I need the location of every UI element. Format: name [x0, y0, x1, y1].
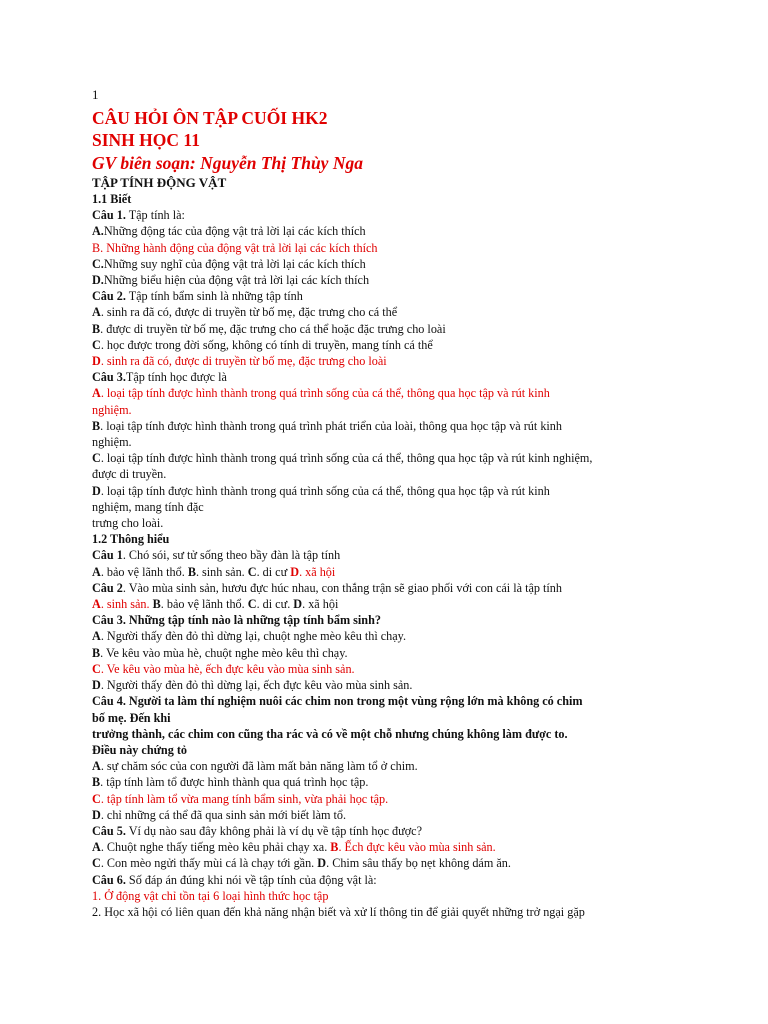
text-segment: 1.1 Biết [92, 192, 132, 206]
text-line [92, 499, 692, 515]
text-segment: D [293, 597, 303, 612]
text-segment: Câu 3. Những tập tính nào là những tập tính bẩm sinh? [92, 613, 381, 628]
text-segment: . loại tập tính được hình thành trong quá trình sống của cá thể, thông qua học tập và rút kinh nghiệm, [100, 451, 593, 466]
text-line [92, 434, 692, 450]
text-segment: . Ve kêu vào mùa hè, ếch đực kêu vào mùa sinh sản. [100, 661, 355, 676]
text-segment: . di cư. [256, 597, 294, 612]
text-line [92, 628, 692, 644]
text-segment: C [92, 661, 101, 676]
text-segment: D [92, 483, 101, 498]
text-line [92, 661, 692, 677]
text-line [92, 418, 692, 434]
text-segment: 1. Ở động vật chỉ tồn tại 6 loại hình thức học tập [92, 888, 329, 903]
text-line [92, 612, 692, 628]
text-segment: trưởng thành, các chim con cũng tha rác và có về một chỗ nhưng chúng không làm được to. [92, 726, 568, 741]
text-segment: Số đáp án đúng khi nói về tập tính của động vật là: [125, 872, 377, 887]
text-segment: . Vào mùa sinh sản, hươu đực húc nhau, con thắng trận sẽ giao phối với con cái là tập tính [122, 580, 562, 595]
text-line [92, 677, 692, 693]
text-segment: A. [92, 224, 104, 239]
text-line [92, 839, 692, 855]
text-segment: Những suy nghĩ của động vật trả lời lại các kích thích [103, 256, 366, 271]
text-segment: . Người thấy đèn đỏ thì dừng lại, ếch đực kêu vào mùa sinh sản. [100, 678, 413, 693]
text-segment: . tập tính làm tổ vừa mang tính bẩm sinh, vừa phải học tập. [100, 791, 389, 806]
text-segment: C [92, 791, 101, 806]
text-line [92, 256, 692, 272]
text-line [92, 823, 692, 839]
subject-title: SINH HỌC 11 [92, 130, 200, 150]
text-segment: B [92, 321, 101, 336]
text-segment: . bảo vệ lãnh thổ. [100, 564, 188, 579]
text-segment: Câu 2 [92, 580, 123, 595]
text-segment: B [92, 645, 101, 660]
text-line [92, 791, 692, 807]
text-segment: trưng cho loài. [92, 516, 164, 531]
text-line [92, 272, 692, 288]
text-line [92, 483, 692, 499]
text-line [92, 304, 692, 320]
text-segment: B [152, 597, 161, 612]
text-line [92, 645, 692, 661]
text-segment: C. [92, 256, 104, 271]
text-segment: B. Những hành động của động vật trả lời lại các kích thích [92, 240, 378, 255]
text-line [92, 369, 692, 385]
text-segment: Câu 5. [92, 823, 126, 838]
text-segment: . di cư [256, 564, 291, 579]
text-line [92, 321, 692, 337]
text-segment: C [247, 597, 257, 612]
text-segment: Câu 1 [92, 548, 123, 563]
text-line [92, 240, 692, 256]
text-segment: . xã hội [302, 597, 339, 612]
text-line [92, 564, 692, 580]
text-segment: A [92, 305, 101, 320]
text-segment: bố mẹ. Đến khi [92, 710, 171, 725]
text-line [92, 888, 692, 904]
text-line [92, 547, 692, 563]
text-line [92, 596, 692, 612]
text-line [92, 223, 692, 239]
text-segment: . sinh sản. [100, 597, 153, 612]
text-segment: B [330, 840, 339, 855]
text-segment: . Ếch đực kêu vào mùa sinh sản. [338, 840, 496, 855]
text-segment: A [92, 564, 101, 579]
text-segment: . loại tập tính được hình thành trong quá trình sống của cá thể, thông qua học tập và rút kinh [100, 483, 550, 498]
text-segment: 2. Học xã hội có liên quan đến khả năng nhận biết và xử lí thông tin để giải quyết những trở ngại gặp [92, 904, 585, 919]
text-line [92, 515, 692, 531]
text-line [92, 693, 692, 709]
text-segment: Câu 3. [92, 370, 126, 385]
document-title: CÂU HỎI ÔN TẬP CUỐI HK2 [92, 108, 328, 128]
text-line [92, 807, 692, 823]
text-segment: D [317, 856, 327, 871]
text-segment: 1.2 Thông hiểu [92, 532, 170, 547]
text-line [92, 402, 692, 418]
text-segment: Những biểu hiện của động vật trả lời lại các kích thích [103, 273, 370, 288]
text-segment: A [92, 597, 101, 612]
text-segment: D [290, 564, 300, 579]
text-segment: Câu 6. [92, 872, 126, 887]
text-segment: Câu 4. Người ta làm thí nghiệm nuôi các chim non trong một vùng rộng lớn mà không có chim [92, 694, 583, 709]
text-line [92, 466, 692, 482]
text-line [92, 774, 692, 790]
text-segment: . tập tính làm tổ được hình thành qua quá trình học tập. [100, 775, 369, 790]
text-line [92, 872, 692, 888]
text-segment: nghiệm, mang tính đặc [92, 499, 204, 514]
text-segment: . được di truyền từ bố mẹ, đặc trưng cho cá thể hoặc đặc trưng cho loài [100, 321, 446, 336]
text-segment: Tập tính là: [125, 208, 185, 223]
text-segment: . Chim sâu thấy bọ nẹt không dám ăn. [326, 856, 511, 871]
text-segment: Những động tác của động vật trả lời lại các kích thích [103, 224, 366, 239]
text-segment: . sinh ra đã có, được di truyền từ bố mẹ, đặc trưng cho loài [100, 354, 387, 369]
text-segment: . chỉ những cá thể đã qua sinh sản mới biết làm tổ. [100, 807, 347, 822]
text-segment: A [92, 629, 101, 644]
text-line [92, 855, 692, 871]
text-segment: . học được trong đời sống, không có tính di truyền, mang tính cá thể [100, 337, 433, 352]
text-line [92, 207, 692, 223]
text-segment: D [92, 678, 101, 693]
text-line [92, 758, 692, 774]
text-segment: . sinh ra đã có, được di truyền từ bố mẹ, đặc trưng cho cá thể [100, 305, 398, 320]
text-segment: B [187, 564, 196, 579]
topic-heading: TẬP TÍNH ĐỘNG VẬT [92, 175, 227, 190]
text-segment: C [92, 451, 101, 466]
text-segment: B [92, 418, 101, 433]
text-line [92, 450, 692, 466]
text-line [92, 580, 692, 596]
text-line [92, 353, 692, 369]
text-segment: Điều này chứng tỏ [92, 742, 188, 757]
text-segment: . loại tập tính được hình thành trong quá trình sống của cá thể, thông qua học tập và rút kinh [100, 386, 550, 401]
text-segment: . Chó sói, sư tử sống theo bầy đàn là tập tính [122, 548, 341, 563]
text-segment: được di truyền. [92, 467, 167, 482]
text-line [92, 904, 692, 920]
text-segment: C [247, 564, 257, 579]
text-segment: . sinh sản. [195, 564, 248, 579]
text-segment: D [92, 807, 101, 822]
text-segment: Tập tính bẩm sinh là những tập tính [125, 289, 303, 304]
text-segment: A [92, 840, 101, 855]
text-segment: Câu 2. [92, 289, 126, 304]
text-line [92, 191, 692, 207]
text-line [92, 726, 692, 742]
document-page [92, 86, 692, 920]
text-line [92, 531, 692, 547]
author-line: GV biên soạn: Nguyễn Thị Thùy Nga [92, 153, 363, 173]
text-segment: . Người thấy đèn đỏ thì dừng lại, chuột nghe mèo kêu thì chạy. [100, 629, 407, 644]
text-segment: B [92, 775, 101, 790]
text-segment: A [92, 759, 101, 774]
text-segment: D. [92, 273, 104, 288]
text-segment: . loại tập tính được hình thành trong quá trình phát triển của loài, thông qua học tập và rút kinh [100, 418, 562, 433]
text-segment: . bảo vệ lãnh thổ. [160, 597, 248, 612]
text-line [92, 385, 692, 401]
text-line [92, 337, 692, 353]
text-line [92, 710, 692, 726]
question-list [92, 191, 692, 920]
page-number: 1 [92, 87, 99, 102]
text-segment: . Con mèo ngửi thấy mùi cá là chạy tới gần. [100, 856, 318, 871]
text-segment: . Chuột nghe thấy tiếng mèo kêu phải chạy xa. [100, 840, 331, 855]
text-segment: C [92, 337, 101, 352]
text-segment: A [92, 386, 101, 401]
text-line [92, 742, 692, 758]
text-segment: . Ve kêu vào mùa hè, chuột nghe mèo kêu thì chạy. [100, 645, 348, 660]
text-segment: nghiệm. [92, 435, 132, 450]
text-segment: Tập tính học được là [125, 370, 227, 385]
text-line [92, 288, 692, 304]
text-segment: . sự chăm sóc của con người đã làm mất bản năng làm tổ ở chim. [100, 759, 418, 774]
text-segment: C [92, 856, 101, 871]
text-segment: Ví dụ nào sau đây không phải là ví dụ về tập tính học được? [125, 823, 422, 838]
text-segment: nghiệm. [92, 402, 132, 417]
text-segment: Câu 1. [92, 208, 126, 223]
text-segment: . xã hội [299, 564, 336, 579]
text-segment: D [92, 354, 101, 369]
